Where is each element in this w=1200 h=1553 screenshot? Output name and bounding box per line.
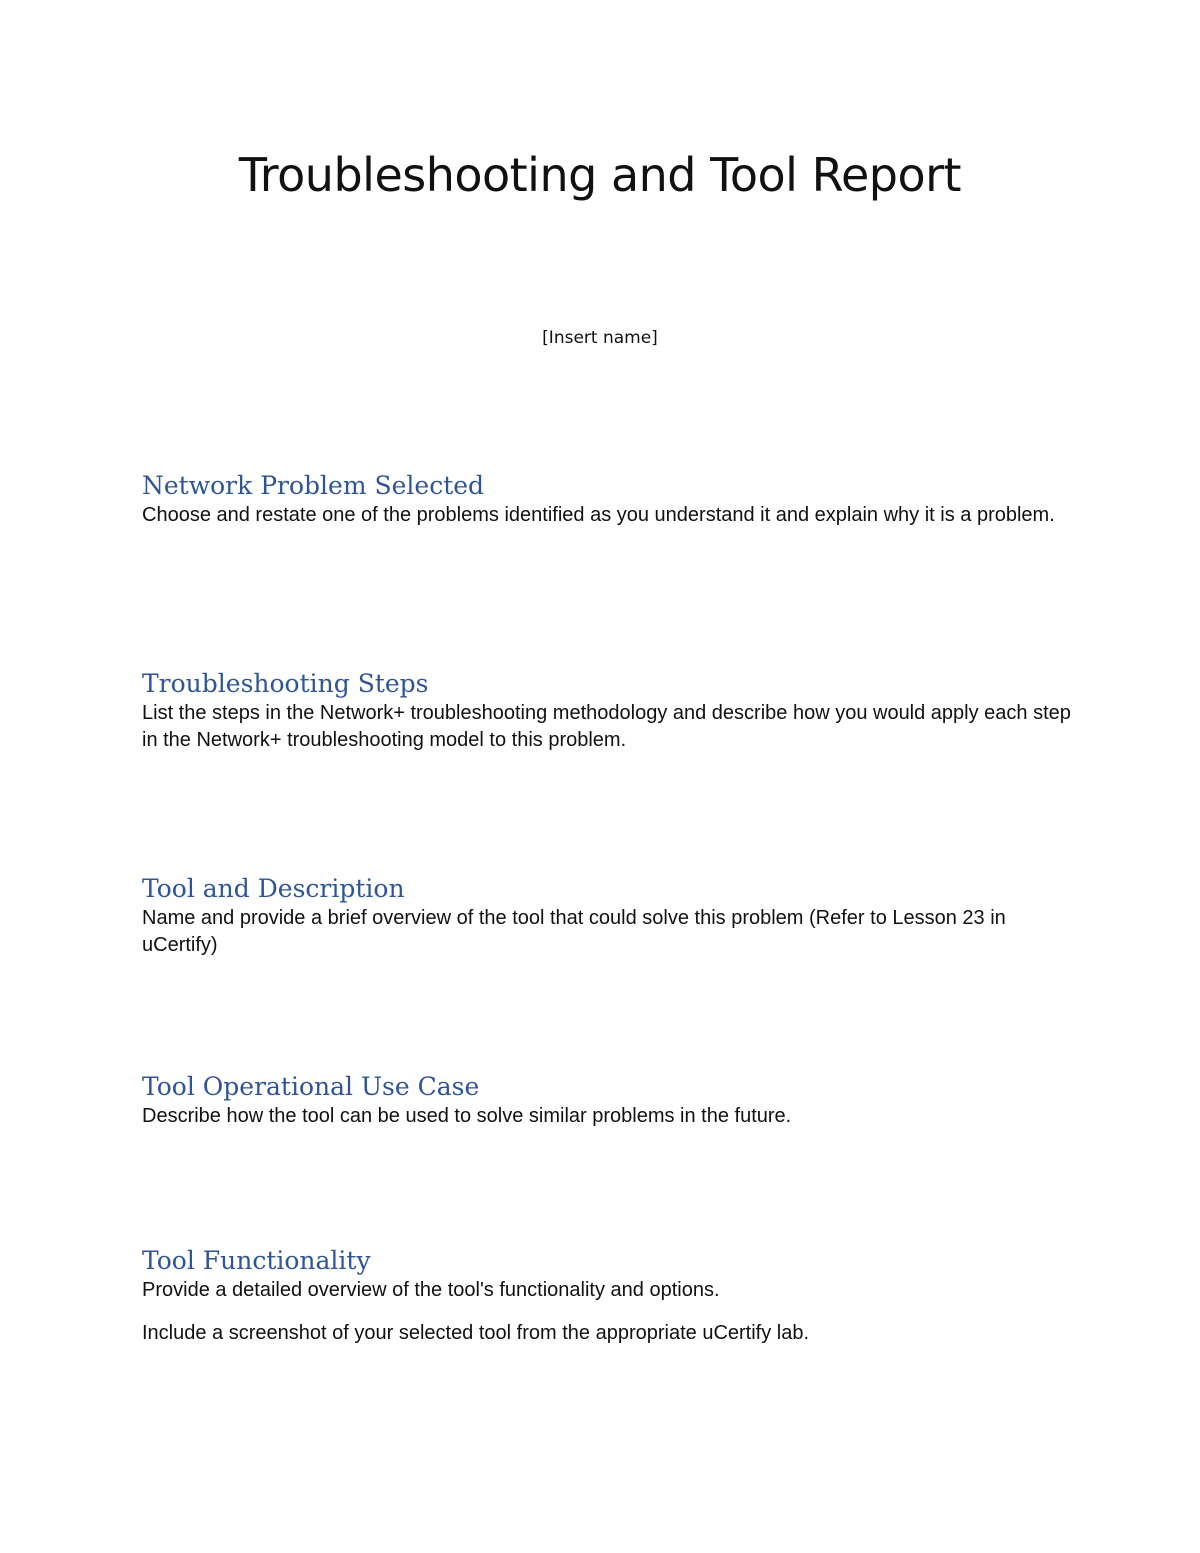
author-name-placeholder: [Insert name] — [542, 328, 658, 348]
section-body: List the steps in the Network+ troubleshooting methodology and describe how you would apply each step in the Network+ troubleshooting model to this problem. — [142, 702, 1071, 751]
section-network-problem-selected — [142, 470, 1072, 529]
section-tool-operational-use-case — [142, 1071, 1072, 1130]
section-troubleshooting-steps — [142, 668, 1072, 754]
section-heading: Tool and Description — [142, 874, 405, 903]
section-body-screenshot-instruction: Include a screenshot of your selected tool from the appropriate uCertify lab. — [142, 1322, 810, 1344]
section-body: Provide a detailed overview of the tool's functionality and options. — [142, 1279, 720, 1301]
section-tool-functionality — [142, 1245, 1072, 1347]
section-heading: Troubleshooting Steps — [142, 669, 429, 698]
section-body: Choose and restate one of the problems identified as you understand it and explain why it is a problem. — [142, 504, 1055, 526]
section-heading: Tool Functionality — [142, 1246, 371, 1275]
section-body: Name and provide a brief overview of the tool that could solve this problem (Refer to Lesson 23 in uCertify) — [142, 907, 1006, 956]
document-title: Troubleshooting and Tool Report — [238, 148, 962, 202]
section-heading: Tool Operational Use Case — [142, 1072, 480, 1101]
section-body: Describe how the tool can be used to solve similar problems in the future. — [142, 1105, 792, 1127]
section-tool-and-description — [142, 873, 1072, 959]
section-heading: Network Problem Selected — [142, 471, 485, 500]
